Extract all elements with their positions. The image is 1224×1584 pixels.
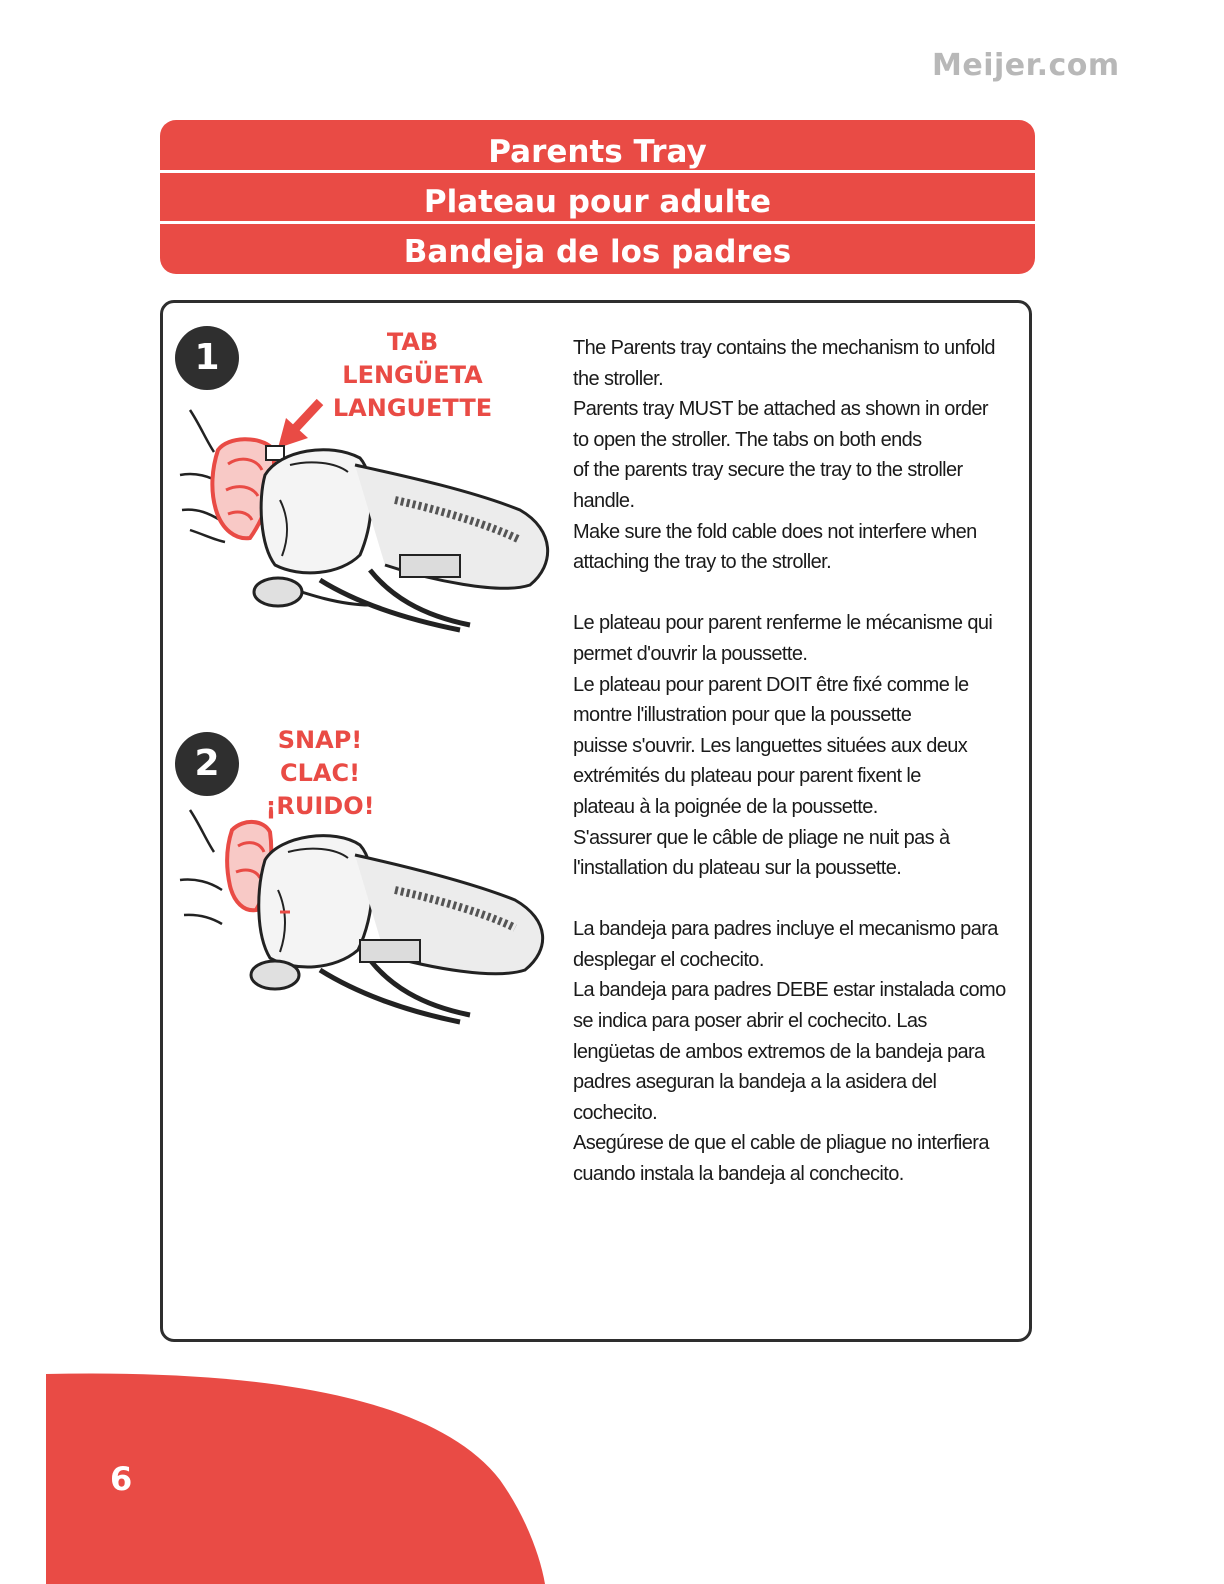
text-line: cuando instala la bandeja al conchecito. [573, 1163, 904, 1186]
title-english: Parents Tray [488, 134, 707, 170]
text-line: montre l'illustration pour que la poussette [573, 704, 912, 727]
text-line: se indica para poser abrir el cochecito. Las [573, 1010, 927, 1033]
callout-line: CLAC! [279, 759, 361, 787]
text-line: La bandeja para padres DEBE estar instalada como [573, 979, 1006, 1002]
instructions-english [573, 333, 1023, 578]
text-line: permet d'ouvrir la poussette. [573, 642, 808, 665]
text-line: padres aseguran la bandeja a la asidera del [573, 1071, 937, 1094]
text-line: Asegúrese de que el cable de pliague no interfiera [573, 1132, 989, 1155]
instructions-french [573, 608, 1023, 883]
step-2-badge: 2 [175, 732, 239, 796]
text-line: the stroller. [573, 367, 664, 390]
instructions-text [573, 333, 1023, 1220]
page-number: 6 [110, 1460, 133, 1498]
title-french: Plateau pour adulte [423, 184, 772, 220]
callout-line: ¡RUIDO! [265, 792, 375, 820]
text-line: cochecito. [573, 1101, 658, 1124]
text-line: of the parents tray secure the tray to the stroller [573, 459, 963, 482]
text-line: handle. [573, 489, 635, 512]
text-line: puisse s'ouvrir. Les languettes situées aux deux [573, 734, 968, 757]
text-line: Le plateau pour parent DOIT être fixé comme le [573, 673, 969, 696]
text-line: Le plateau pour parent renferme le mécanisme qui [573, 612, 993, 635]
text-line: extrémités du plateau pour parent fixent le [573, 765, 921, 788]
step-1-illustration [170, 380, 560, 650]
header-divider [160, 170, 1035, 173]
footer-shape [0, 1370, 560, 1584]
text-line: lengüetas de ambos extremos de la bandeja para [573, 1040, 985, 1063]
watermark: Meijer.com [932, 48, 1120, 83]
header-divider [160, 221, 1035, 224]
callout-line: SNAP! [277, 726, 363, 754]
text-line: The Parents tray contains the mechanism to unfold [573, 337, 995, 359]
step-1-badge: 1 [175, 326, 239, 390]
section-header [160, 120, 1035, 274]
text-line: desplegar el cochecito. [573, 948, 764, 971]
text-line: l'installation du plateau sur la poussette. [573, 857, 902, 880]
step-2-illustration [170, 790, 560, 1050]
text-line: La bandeja para padres incluye el mecanismo para [573, 918, 998, 941]
callout-line: TAB [386, 328, 439, 356]
arrow-icon [278, 402, 320, 448]
text-line: to open the stroller. The tabs on both ends [573, 428, 922, 451]
text-line: Parents tray MUST be attached as shown in order [573, 398, 988, 421]
title-spanish: Bandeja de los padres [403, 234, 792, 270]
instructions-spanish [573, 914, 1023, 1189]
text-line: plateau à la poignée de la poussette. [573, 795, 878, 818]
callout-line: LANGUETTE [332, 394, 493, 422]
text-line: S'assurer que le câble de pliage ne nuit pas à [573, 826, 950, 849]
text-line: Make sure the fold cable does not interfere when [573, 520, 977, 543]
callout-line: LENGÜETA [342, 361, 483, 389]
text-line: attaching the tray to the stroller. [573, 551, 832, 574]
